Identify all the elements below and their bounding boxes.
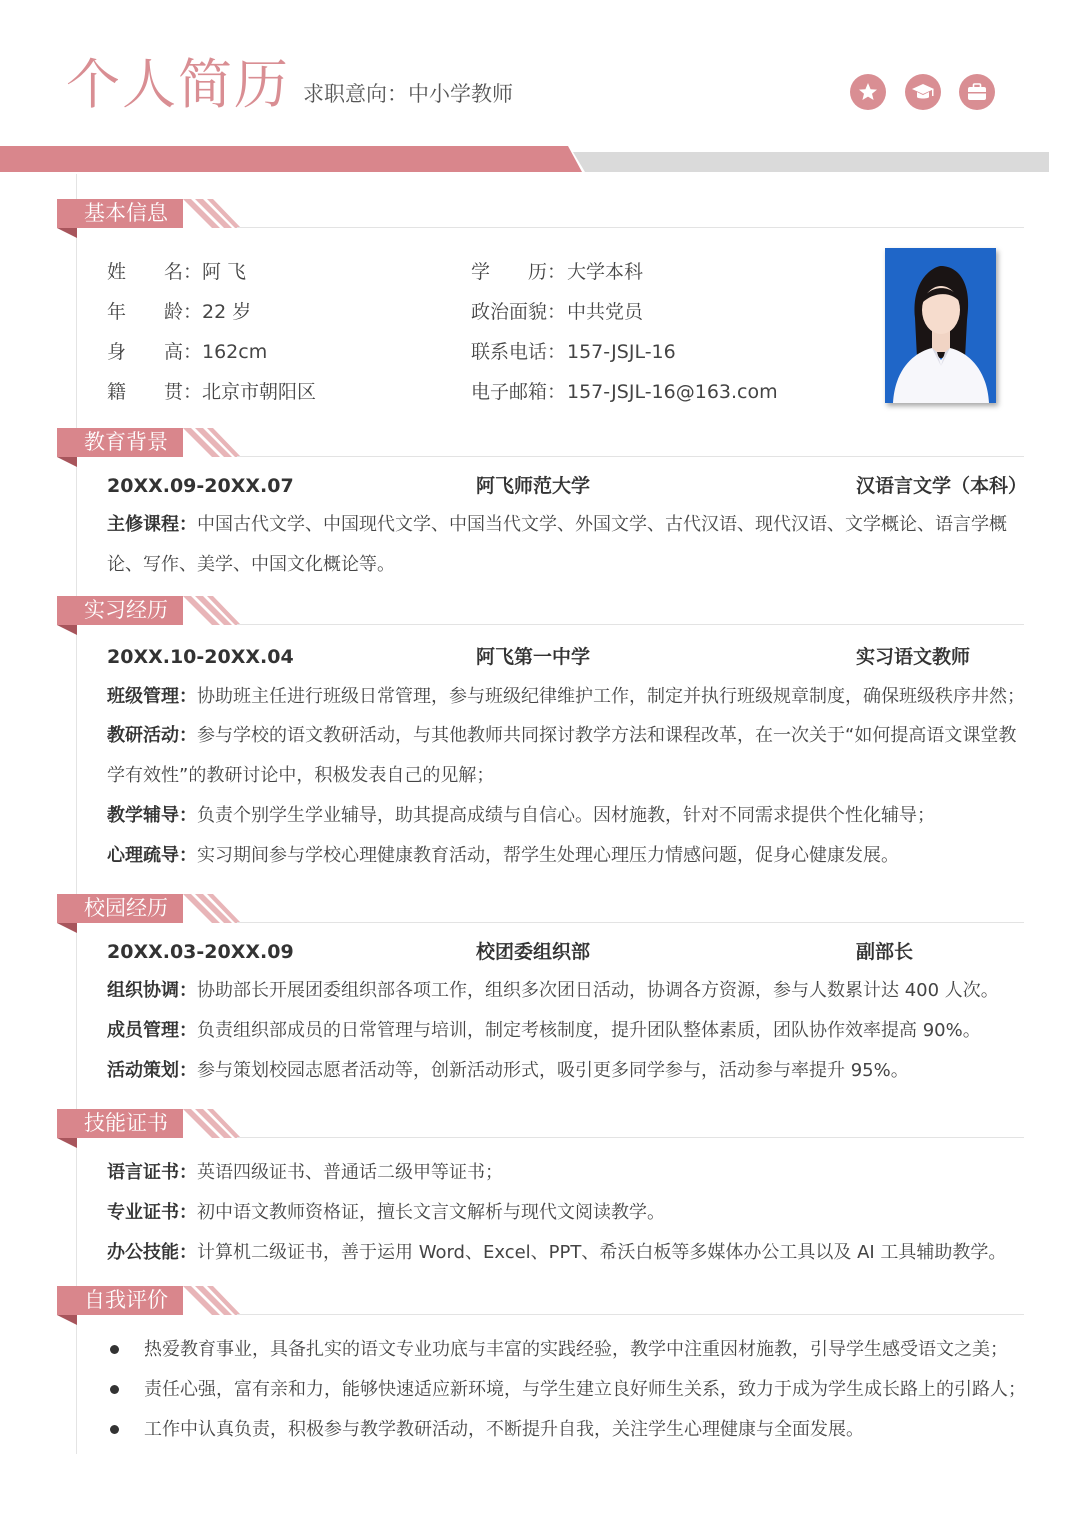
bullet-dot [110,1345,119,1354]
item-text: 参与策划校园志愿者活动等，创新活动形式，吸引更多同学参与，活动参与率提升 95%。 [197,1060,909,1081]
timeline-line [76,174,77,1454]
bullet-dot [110,1385,119,1394]
item-label: 班级管理： [107,686,197,707]
campus-org: 校团委组织部 [476,941,591,963]
internship-org: 阿飞第一中学 [476,646,591,668]
education-school: 阿飞师范大学 [476,475,591,497]
job-intent-label: 求职意向： [303,82,408,106]
internship-period: 20XX.10-20XX.04 [107,646,294,668]
briefcase-icon [959,74,995,110]
item-text: 负责个别学生学业辅导，助其提高成绩与自信心。因材施教，针对不同需求提供个性化辅导； [197,805,935,826]
info-label-age: 年 龄： [107,301,203,323]
info-value-political: 中共党员 [567,301,644,323]
profile-photo [885,248,996,403]
item-label: 心理疏导： [107,845,197,866]
section-title-skills: 技能证书 [84,1111,168,1135]
item-label: 专业证书： [107,1202,197,1223]
skill-item [107,1233,1006,1273]
item-text: 协助部长开展团委组织部各项工作，组织多次团日活动，协调各方资源，参与人数累计达 400 人次。 [197,980,999,1001]
star-icon [850,74,886,110]
education-period: 20XX.09-20XX.07 [107,475,294,497]
internship-item [107,836,899,876]
item-text: 英语四级证书、普通话二级甲等证书； [197,1162,503,1183]
item-text: 实习期间参与学校心理健康教育活动，帮学生处理心理压力情感问题，促身心健康发展。 [197,845,899,866]
item-text: 初中语文教师资格证，擅长文言文解析与现代文阅读教学。 [197,1202,665,1223]
item-text: 协助班主任进行班级日常管理，参与班级纪律维护工作，制定并执行班级规章制度，确保班级秩序井然； [197,686,1025,707]
info-value-height: 162cm [202,341,268,363]
bullet-dot [110,1425,119,1434]
education-courses-cont: 论、写作、美学、中国文化概论等。 [107,554,395,575]
section-title-basic: 基本信息 [84,201,168,225]
section-header-education [57,428,1037,468]
info-value-hometown: 北京市朝阳区 [202,381,317,403]
campus-role: 副部长 [856,941,914,963]
campus-item [107,971,999,1011]
info-label-name: 姓 名： [107,261,203,283]
item-label: 教学辅导： [107,805,197,826]
skill-item [107,1153,503,1193]
internship-item-cont: 学有效性”的教研讨论中，积极发表自己的见解； [107,765,495,786]
resume-title: 个人简历 [66,53,290,116]
job-intent-value: 中小学教师 [408,82,513,106]
education-courses [107,505,1007,545]
internship-item [107,716,1016,756]
info-label-hometown: 籍 贯： [107,381,203,403]
section-header-basic [57,199,1037,239]
self-eval-item: 工作中认真负责，积极参与教学教研活动，不断提升自我，关注学生心理健康与全面发展。 [144,1419,864,1440]
graduation-cap-icon [905,74,941,110]
info-value-phone: 157-JSJL-16 [567,341,676,363]
info-label-degree: 学 历： [471,261,567,283]
section-header-skills [57,1109,1037,1149]
job-intent [303,84,513,105]
item-label: 组织协调： [107,980,197,1001]
info-label-political: 政治面貌： [471,301,567,323]
info-label-phone: 联系电话： [471,341,567,363]
item-text: 参与学校的语文教研活动，与其他教师共同探讨教学方法和课程改革，在一次关于“如何提高语文课堂教 [197,725,1017,746]
self-eval-item: 责任心强，富有亲和力，能够快速适应新环境，与学生建立良好师生关系，致力于成为学生成长路上的引路人； [144,1379,1026,1400]
section-title-campus: 校园经历 [84,896,168,920]
item-label: 语言证书： [107,1162,197,1183]
info-label-height: 身 高： [107,341,203,363]
courses-label: 主修课程： [107,514,197,535]
info-value-degree: 大学本科 [567,261,644,283]
info-value-email: 157-JSJL-16@163.com [567,381,778,403]
info-value-name: 阿 飞 [202,261,247,283]
self-eval-item: 热爱教育事业，具备扎实的语文专业功底与丰富的实践经验，教学中注重因材施教，引导学生感受语文之美； [144,1339,1008,1360]
internship-item [107,796,935,836]
header-band-accent [0,146,582,172]
info-label-email: 电子邮箱： [471,381,567,403]
item-text: 计算机二级证书，善于运用 Word、Excel、PPT、希沃白板等多媒体办公工具以及 AI 工具辅助教学。 [197,1242,1007,1263]
skill-item [107,1193,665,1233]
internship-item [107,677,1025,717]
section-header-internship [57,596,1037,636]
campus-item [107,1011,981,1051]
item-label: 成员管理： [107,1020,197,1041]
info-value-age: 22 岁 [202,301,252,323]
internship-role: 实习语文教师 [856,646,971,668]
item-label: 教研活动： [107,725,197,746]
section-header-self [57,1286,1037,1326]
section-title-education: 教育背景 [84,430,168,454]
section-title-internship: 实习经历 [84,598,168,622]
campus-period: 20XX.03-20XX.09 [107,941,294,963]
education-major: 汉语言文学（本科） [856,475,1028,497]
courses-line1: 中国古代文学、中国现代文学、中国当代文学、外国文学、古代汉语、现代汉语、文学概论、语言学概 [197,514,1007,535]
section-title-self: 自我评价 [84,1288,168,1312]
section-header-campus [57,894,1037,934]
header-band-gray [573,152,1049,172]
item-label: 办公技能： [107,1242,197,1263]
item-text: 负责组织部成员的日常管理与培训，制定考核制度，提升团队整体素质，团队协作效率提高 90%。 [197,1020,981,1041]
item-label: 活动策划： [107,1060,197,1081]
campus-item [107,1051,909,1091]
